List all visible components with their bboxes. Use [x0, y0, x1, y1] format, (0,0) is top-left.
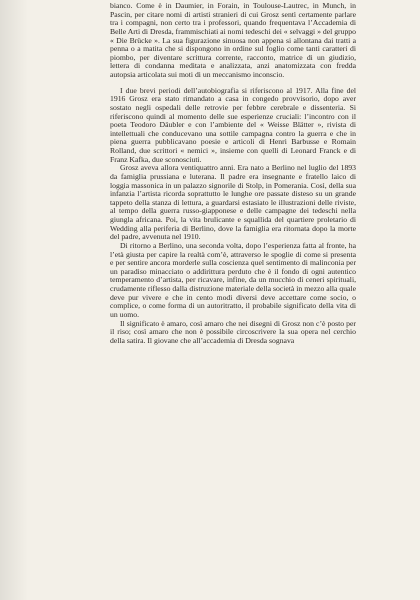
paragraph-4: Di ritorno a Berlino, una seconda volta, dopo l’esperienza fatta al fronte, ha l’età giusta per capire la realtà com’è, attraverso le spoglie di come si presenta e per sentire ancora morderle sulla coscienza quel sentimento di malinconia per un paradiso minacciato o addirittura perduto che è il fondo di ogni autentico temperamento d’artista, per ricavare, infine, da un mucchio di ceneri spirituali, crudamente riflesso dalla distruzione materiale della società in mezzo alla quale deve pur vivere e che in cento modi diversi deve accettare come socio, o complice, o come forma di un autoritratto, il probabile significato della vita di un uomo.	[110, 240, 356, 319]
text-column	[110, 2, 356, 345]
paragraph-1: bianco. Come è in Daumier, in Forain, in Toulouse-Lautrec, in Munch, in Pascin, per citare nomi di artisti stranieri di cui Grosz sentì certamente parlare tra i compagni, non certo tra i professori, quando frequentava l’Accademia di Belle Arti di Dresda, frammischiati ai nomi tedeschi dei « selvaggi » del gruppo « Die Brücke ». La sua figurazione sinuosa non appena si allontana dai tratti a penna o a matita che si dispongono in ordine sul foglio come tanti caratteri di piombo, per diventare scrittura corrente, racconto, matrice di un giudizio, lettera di condanna meditata e analizzata, anzi anatomizzata con fredda autopsia articolata sui moti di un meccanismo inconscio.	[110, 1, 356, 79]
paragraph-5: Il significato è amaro, così amaro che nei disegni di Grosz non c’è posto per il riso; così amaro che non è possibile circoscrivere la sua opera nel cerchio della satira. Il giovane che all’accademia di Dresda sognava	[110, 318, 356, 345]
paragraph-3: Grosz aveva allora ventiquattro anni. Era nato a Berlino nel luglio del 1893 da famiglia prussiana e luterana. Il padre era insegnante e fratello laico di loggia massonica in un palazzo signorile di Stolp, in Pomerania. Così, della sua infanzia l’artista ricorda soprattutto le lunghe ore passate disteso su un grande tappeto della stanza di lettura, a guardarsi estasiato le illustrazioni delle riviste, al tempo della guerra russo-giapponese e delle campagne dei tedeschi nella giungla africana. Poi, la vita brulicante e squallida del quartiere proletario di Wedding alla periferia di Berlino, dove la famiglia era ritornata dopo la morte del padre, avvenuta nel 1910.	[110, 163, 356, 242]
page-gutter-shadow	[0, 0, 28, 600]
paragraph-2: I due brevi periodi dell’autobiografia si riferiscono al 1917. Alla fine del 1916 Grosz era stato rimandato a casa in congedo provvisorio, dopo aver sostato negli ospedali delle retrovie per febbre cerebrale e dissenteria. Si riferiscono quindi al momento delle sue esperienze cruciali: l’incontro con il poeta Teodoro Däubler e con l’ambiente del « Weisse Blätter », rivista di intellettuali che conducevano una sottile campagna contro la guerra e che in piena guerra pubblicavano poesie e articoli di Henri Barbusse e Romain Rolland, due scrittori « nemici », insieme con quelli di Leonard Franck e di Franz Kafka, due sconosciuti.	[110, 85, 356, 164]
